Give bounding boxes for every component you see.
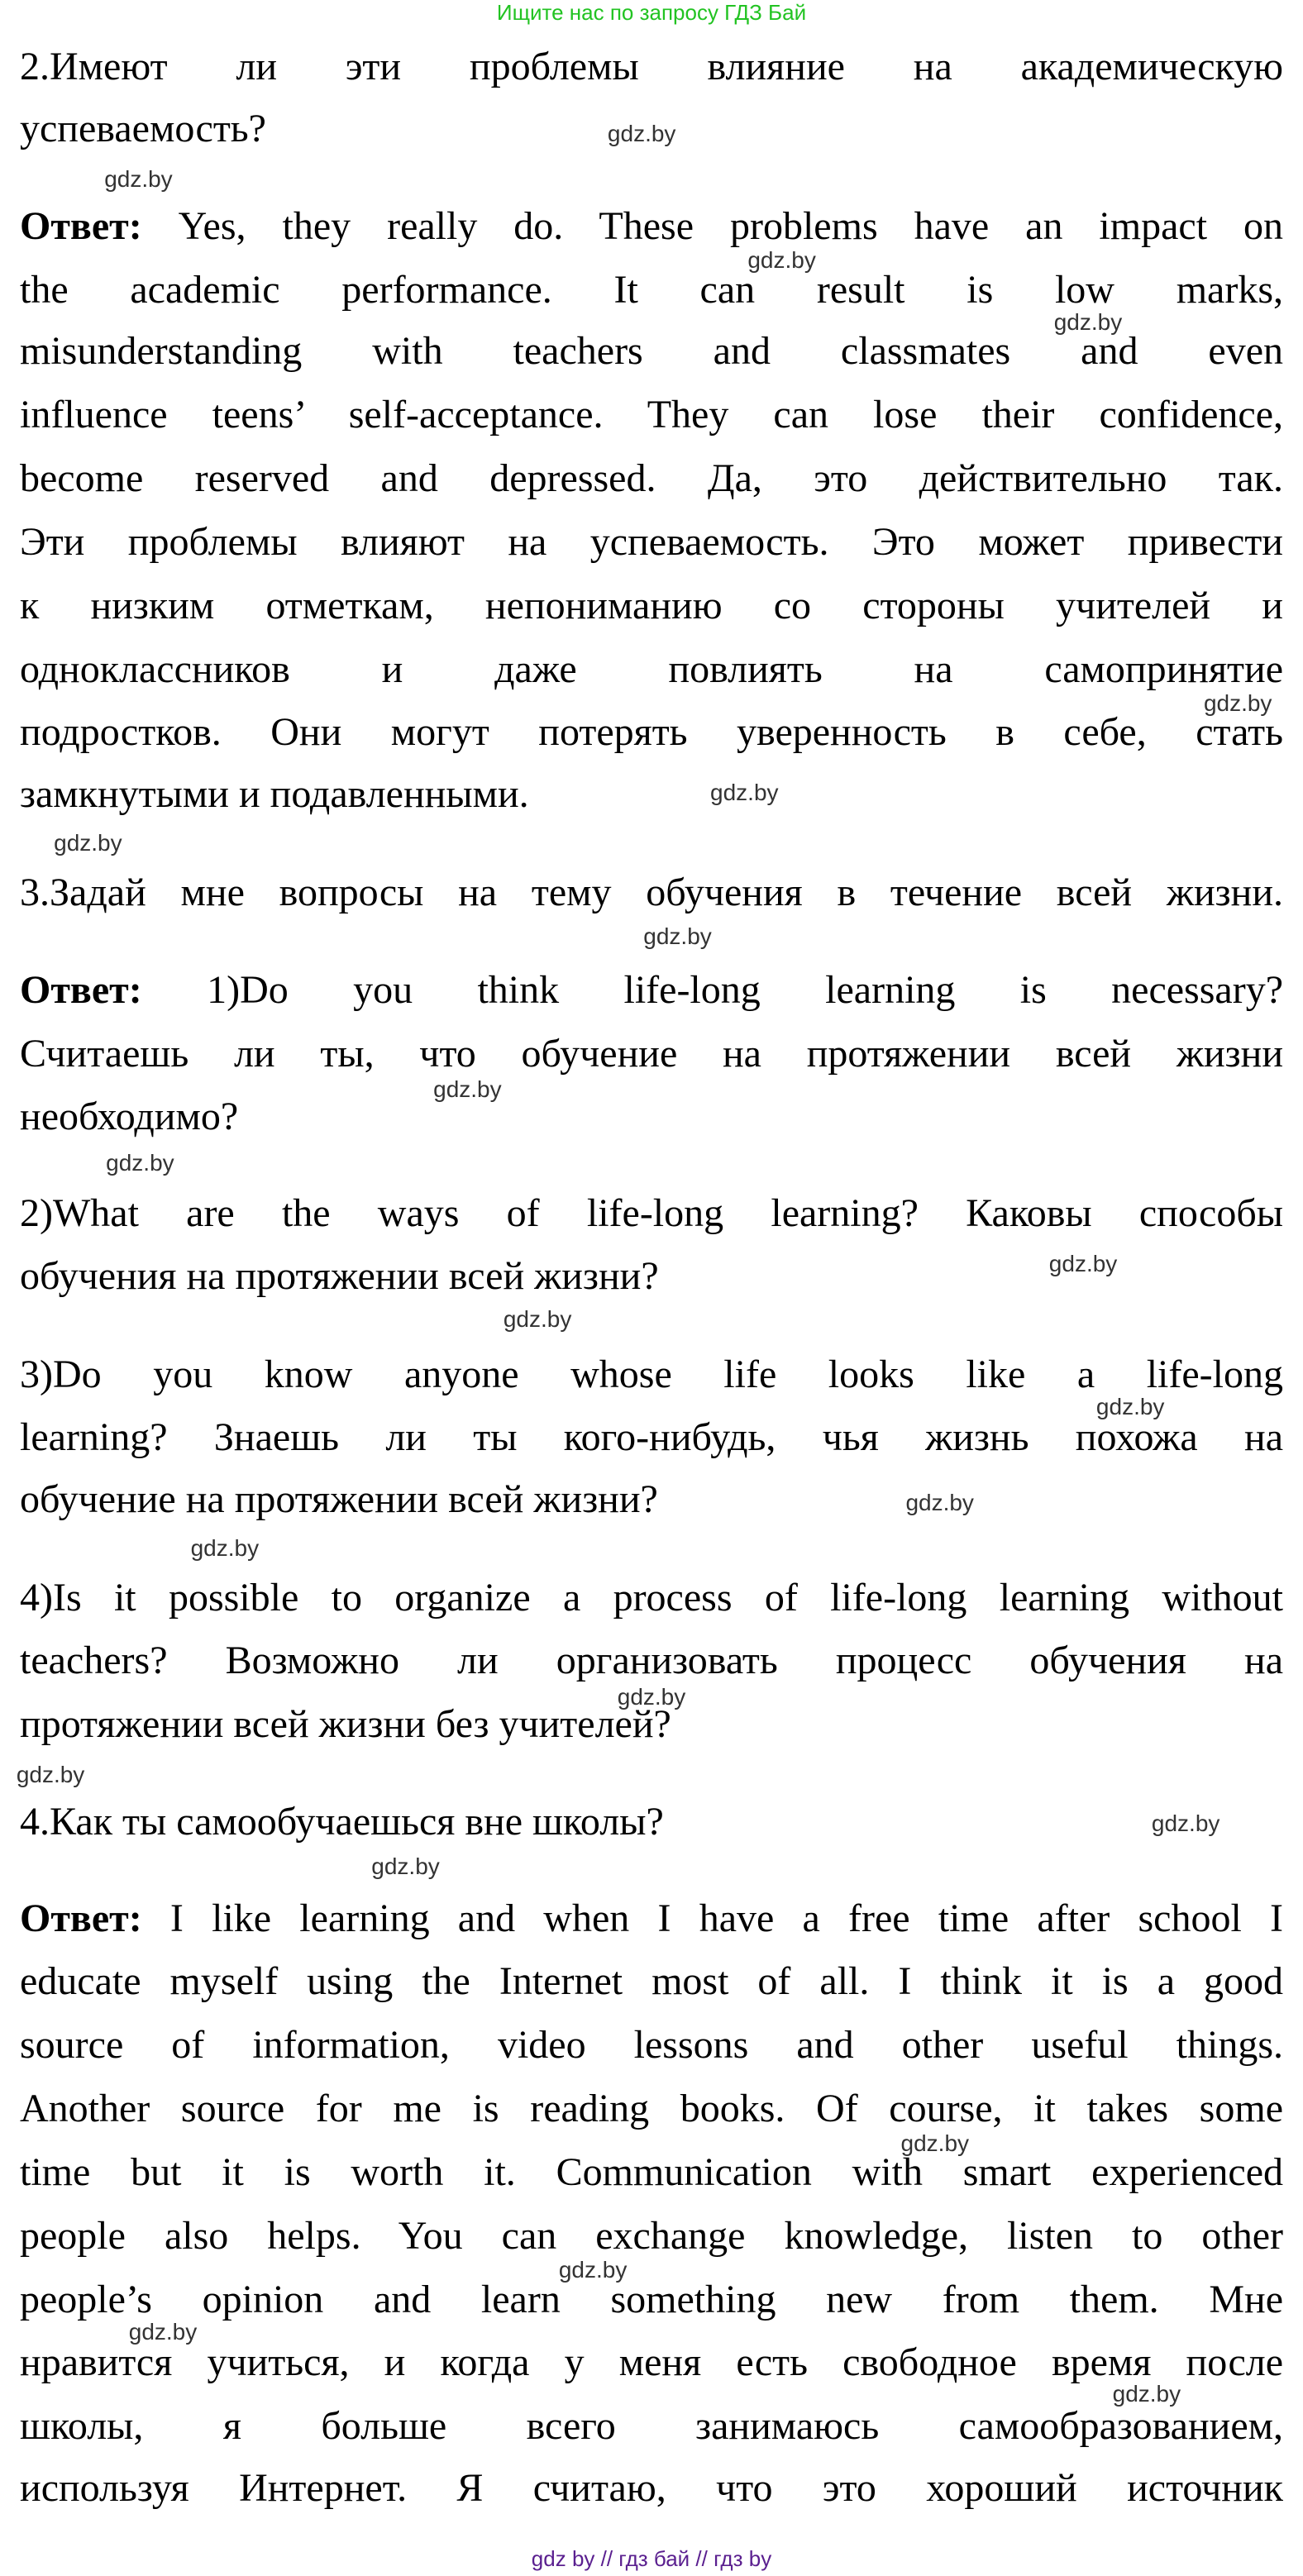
watermark: gdz.by [1053,309,1123,336]
text-line [20,1887,1283,1950]
text-line [20,2395,1283,2458]
line-text: успеваемость? [20,106,266,150]
watermark: gdz.by [190,1535,260,1562]
line-text: 2.Имеют ли эти проблемы влияние на академическую [20,44,1283,88]
line-text: 2)What are the ways of life-long learning? Каковы способы [20,1190,1283,1235]
search-promo-header: Ищите нас по запросу ГДЗ Бай [496,0,807,25]
watermark: gdz.by [607,120,676,146]
line-text: замкнутыми и подавленными. [20,772,529,817]
line-text: одноклассников и даже повлиять на самопринятие [20,646,1283,691]
line-text: 3.Задай мне вопросы на тему обучения в течение всей жизни. [20,870,1283,914]
text-line [20,861,1283,924]
line-text: source of information, video lessons and other useful things. [20,2023,1283,2068]
line-text: протяжении всей жизни без учителей? [20,1702,671,1747]
line-text: Считаешь ли ты, что обучение на протяжении всей жизни [20,1031,1283,1076]
watermark: gdz.by [747,247,816,274]
answer-label: Ответ: [20,967,142,1012]
text-line [20,1406,1283,1469]
watermark: gdz.by [1151,1810,1220,1837]
line-text: необходимо? [20,1095,239,1139]
text-line [20,384,1283,446]
text-line [20,1023,1283,1085]
line-text: people’s opinion and learn something new from them. Мне [20,2277,1283,2321]
line-text: people also helps. You can exchange knowledge, listen to other [20,2213,1283,2258]
watermark: gdz.by [710,780,779,806]
text-line [20,763,1283,826]
text-line [20,2268,1283,2331]
watermark: gdz.by [643,923,712,949]
text-line [20,195,1283,258]
line-text: нравится учиться, и когда у меня есть свободное время после [20,2340,1283,2385]
footer-links[interactable]: gdz by // гдз бай // гдз by [531,2546,772,2571]
text-line [20,447,1283,510]
line-text: школы, я больше всего занимаюсь самообразованием, [20,2404,1283,2449]
watermark: gdz.by [128,2319,198,2345]
line-text: I like learning and when I have a free time after school I [169,1896,1283,1940]
line-text: 4)Is it possible to organize a process of life-long learning without [20,1575,1283,1620]
text-line [20,2457,1283,2520]
line-text: teachers? Возможно ли организовать процесс обучения на [20,1639,1283,1683]
answer-label: Ответ: [20,203,142,248]
text-line [20,2141,1283,2204]
text-line [20,1343,1283,1406]
watermark: gdz.by [558,2257,628,2283]
watermark: gdz.by [1048,1250,1118,1276]
line-text: 4.Как ты самообучаешься вне школы? [20,1800,664,1844]
text-line [20,2014,1283,2077]
line-text: become reserved and depressed. Да, это действительно так. [20,456,1283,501]
watermark: gdz.by [106,1149,174,1176]
watermark: gdz.by [104,165,173,192]
text-line [20,1567,1283,1629]
line-text: обучение на протяжении всей жизни? [20,1477,658,1522]
line-text: Yes, they really do. These problems have an impact on [178,203,1283,248]
text-line [20,1182,1283,1245]
watermark: gdz.by [617,1683,686,1710]
text-line [20,959,1283,1022]
text-line [20,1468,1283,1531]
watermark: gdz.by [371,1853,440,1879]
line-text: Эти проблемы влияют на успеваемость. Это может привести [20,519,1283,564]
line-text: learning? Знаешь ли ты кого-нибудь, чья жизнь похожа на [20,1415,1283,1460]
text-line [20,1791,1283,1853]
line-text: к низким отметкам, непониманию со стороны учителей и [20,583,1283,627]
text-line [20,2077,1283,2140]
watermark: gdz.by [503,1305,572,1332]
text-line [20,575,1283,637]
text-line [20,2205,1283,2268]
line-text: 3)Do you know anyone whose life looks like a life-long [20,1352,1283,1396]
text-line [20,1950,1283,2013]
watermark: gdz.by [16,1762,85,1788]
line-text: используя Интернет. Я считаю, что это хороший источник [20,2466,1283,2511]
line-text: time but it is worth it. Communication with smart experienced [20,2149,1283,2194]
text-line [20,36,1283,98]
line-text: misunderstanding with teachers and classmates and even [20,329,1283,374]
watermark: gdz.by [433,1076,502,1102]
text-line [20,511,1283,574]
text-line [20,638,1283,701]
watermark: gdz.by [1203,690,1272,717]
line-text: influence teens’ self-acceptance. They can lose their confidence, [20,393,1283,437]
text-line [20,701,1283,764]
line-text: обучения на протяжении всей жизни? [20,1254,659,1299]
line-text: the academic performance. It can result is low marks, [20,267,1283,312]
watermark: gdz.by [905,1490,974,1516]
line-text: 1)Do you think life-long learning is necessary? [207,967,1284,1012]
watermark: gdz.by [1095,1394,1165,1420]
watermark: gdz.by [900,2130,970,2156]
line-text: Another source for me is reading books. Of course, it takes some [20,2087,1283,2131]
watermark: gdz.by [54,830,122,856]
text-line [20,1085,1283,1148]
line-text: educate myself using the Internet most of all. I think it is a good [20,1959,1283,2004]
line-text: подростков. Они могут потерять уверенность в себе, стать [20,710,1283,755]
answer-label: Ответ: [20,1896,142,1940]
text-line [20,2331,1283,2394]
watermark: gdz.by [1112,2380,1181,2407]
